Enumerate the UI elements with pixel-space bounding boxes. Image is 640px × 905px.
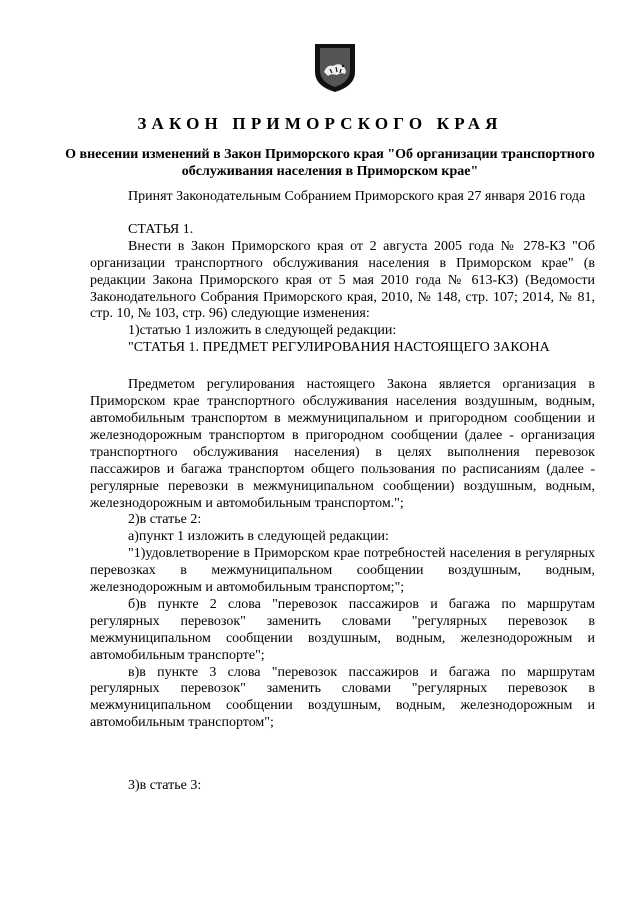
document-body (90, 189, 595, 795)
coat-of-arms-icon (313, 42, 357, 94)
list-item: 1)статью 1 изложить в следующей редакции: (128, 323, 397, 339)
law-title: ЗАКОН ПРИМОРСКОГО КРАЯ (137, 114, 503, 133)
quoted-heading: "СТАТЬЯ 1. ПРЕДМЕТ РЕГУЛИРОВАНИЯ НАСТОЯЩЕГО ЗАКОНА (128, 340, 550, 356)
list-item: в)в пункте 3 слова "перевозок пассажиров и багажа по маршрутам регулярных перевозок" заменить словами "регулярных перевозок в межмуниципальном сообщении воздушным, водным, железнодорожным и автомобильным транспортом"; (90, 664, 595, 731)
list-item: 2)в статье 2: (128, 512, 202, 528)
quoted-text: "1)удовлетворение в Приморском крае потребностей населения в регулярных перевозках в межмуниципальном сообщении воздушным, водным, железнодорожным и автомобильным транспортом;"; (90, 546, 595, 596)
list-item: 3)в статье 3: (128, 778, 202, 794)
list-item: а)пункт 1 изложить в следующей редакции: (128, 529, 389, 545)
law-subtitle: О внесении изменений в Закон Приморского края "Об организации транспортного обслуживания населения в Приморском крае" (65, 147, 595, 179)
article-heading: СТАТЬЯ 1. (128, 221, 194, 237)
quoted-body: Предметом регулирования настоящего Закона является организация в Приморском крае транспортного обслуживания населения воздушным, водным, автомобильным транспортом в межмуниципальном и пригородном сообщении и железнодорожным транспортом в пригородном сообщении (далее - организация транспортного обслуживания населения) в целях выполнения перевозок пассажиров и багажа транспортом общего пользования по расписаниям (далее - регулярные перевозки в межмуниципальном сообщении) воздушным, водным, железнодорожным и автомобильным транспортом."; (90, 377, 595, 511)
list-item: б)в пункте 2 слова "перевозок пассажиров и багажа по маршрутам регулярных перевозок" заменить словами "регулярных перевозок в межмуниципальном сообщении воздушным, водным, железнодорожным и автомобильным транспорте"; (90, 596, 595, 663)
article-intro: Внести в Закон Приморского края от 2 августа 2005 года № 278-КЗ "Об организации транспортного обслуживания населения в Приморском крае" (в редакции Закона Приморского края от 5 мая 2010 года № 613-КЗ) (Ведомости Законодательного Собрания Приморского края, 2010, № 148, стр. 107; 2014, № 81, стр. 10, № 103, стр. 96) следующие изменения: (90, 238, 595, 322)
adoption-note: Принят Законодательным Собранием Приморского края 27 января 2016 года (128, 189, 586, 204)
